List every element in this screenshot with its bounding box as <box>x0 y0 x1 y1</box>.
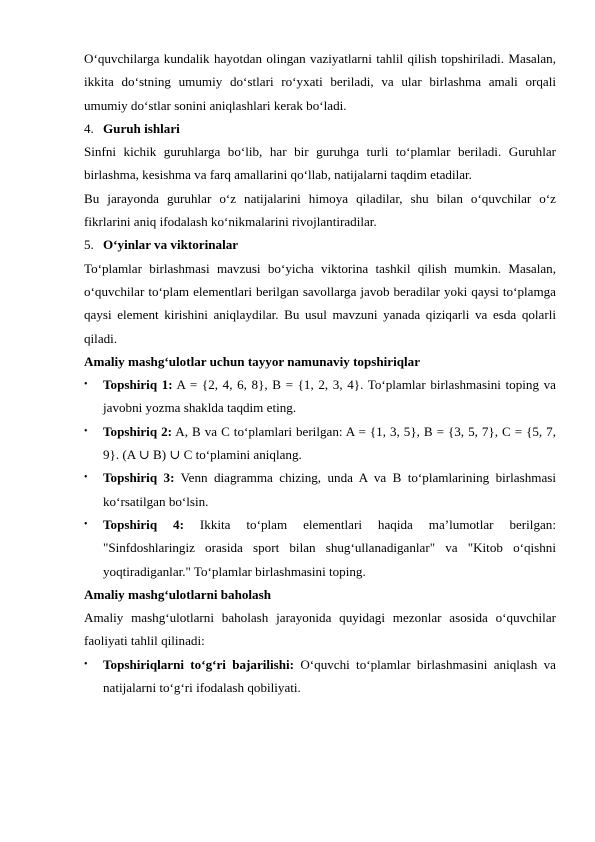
list-item <box>84 466 556 513</box>
intro-paragraph: O‘quvchilarga kundalik hayotdan olingan vaziyatlarni tahlil qilish topshiriladi. Masalan, ikkita do‘stning umumiy do‘stlari ro‘yxati beriladi, va ular birlashma amali orqali umumiy do‘stlar sonini aniqlashlari kerak bo‘ladi. <box>84 51 556 113</box>
list-item <box>84 653 556 700</box>
task-3-text: Venn diagramma chizing, unda A va B to‘plamlarining birlashmasi ko‘rsatilgan bo‘lsin. <box>103 470 556 509</box>
bullet-icon: • <box>84 472 88 484</box>
assessment-paragraph: Amaliy mashg‘ulotlarni baholash jarayonida quyidagi mezonlar asosida o‘quvchilar faoliyati tahlil qilinadi: <box>84 610 556 649</box>
section-5-number: 5. <box>84 237 94 253</box>
task-3-label: Topshiriq 3: <box>103 470 175 486</box>
list-item <box>84 373 556 420</box>
list-item <box>84 513 556 583</box>
bullet-icon: • <box>84 425 88 437</box>
assessment-heading: Amaliy mashg‘ulotlarni baholash <box>84 586 271 602</box>
task-1-label: Topshiriq 1: <box>103 377 173 393</box>
task-4-label: Topshiriq 4: <box>103 516 184 532</box>
list-item <box>84 420 556 467</box>
practice-heading: Amaliy mashg‘ulotlar uchun tayyor namunaviy topshiriqlar <box>84 353 421 369</box>
section-5-paragraph-1: To‘plamlar birlashmasi mavzusi bo‘yicha viktorina tashkil qilish mumkin. Masalan, o‘quvchilar to‘plam elementlari berilgan savollarga javob beradilar yoki qaysi to‘plamga qaysi element kirishini aniqlaydilar. Bu usul mavzuni yanada qiziqarli va esda qolarli qiladi. <box>84 260 556 346</box>
task-1-text: A = {2, 4, 6, 8}, B = {1, 2, 3, 4}. To‘plamlar birlashmasini toping va javobni yozma shaklda taqdim eting. <box>103 377 556 416</box>
bullet-icon: • <box>84 518 88 530</box>
section-4-paragraph-2: Bu jarayonda guruhlar o‘z natijalarini himoya qiladilar, shu bilan o‘quvchilar o‘z fikrlarini aniq ifodalash ko‘nikmalarini rivojlantiradilar. <box>84 190 556 230</box>
task-2-text: A, B va C to‘plamlari berilgan: A = {1, 3, 5}, B = {3, 5, 7}, C = {5, 7, 9}. (A ∪ B) ∪ C to‘plamini aniqlang. <box>103 423 556 463</box>
section-4-heading <box>84 117 556 140</box>
criterion-1-text: O‘quvchi to‘plamlar birlashmasini aniqlash va natijalarni to‘g‘ri ifodalash qobiliyati. <box>103 656 556 696</box>
task-2-label: Topshiriq 2: <box>103 423 173 439</box>
section-5-title: O‘yinlar va viktorinalar <box>103 237 239 253</box>
section-4-number: 4. <box>84 120 94 136</box>
document-page <box>84 47 556 699</box>
bullet-icon: • <box>84 658 88 670</box>
practice-task-list <box>84 373 556 583</box>
assessment-criteria-list <box>84 653 556 700</box>
task-4-text: Ikkita to‘plam elementlari haqida ma’lumotlar berilgan: "Sinfdoshlaringiz orasida sport bilan shug‘ullanadiganlar" va "Kitob o‘qishni yoqtiradiganlar." To‘plamlar birlashmasini toping. <box>103 516 556 579</box>
section-5-heading <box>84 233 556 256</box>
bullet-icon: • <box>84 379 88 391</box>
section-4-paragraph-1: Sinfni kichik guruhlarga bo‘lib, har bir guruhga turli to‘plamlar beriladi. Guruhlar birlashma, kesishma va farq amallarini qo‘llab, natijalarni taqdim etadilar. <box>84 144 556 183</box>
section-4-title: Guruh ishlari <box>103 120 180 136</box>
criterion-1-label: Topshiriqlarni to‘g‘ri bajarilishi: <box>103 656 295 672</box>
